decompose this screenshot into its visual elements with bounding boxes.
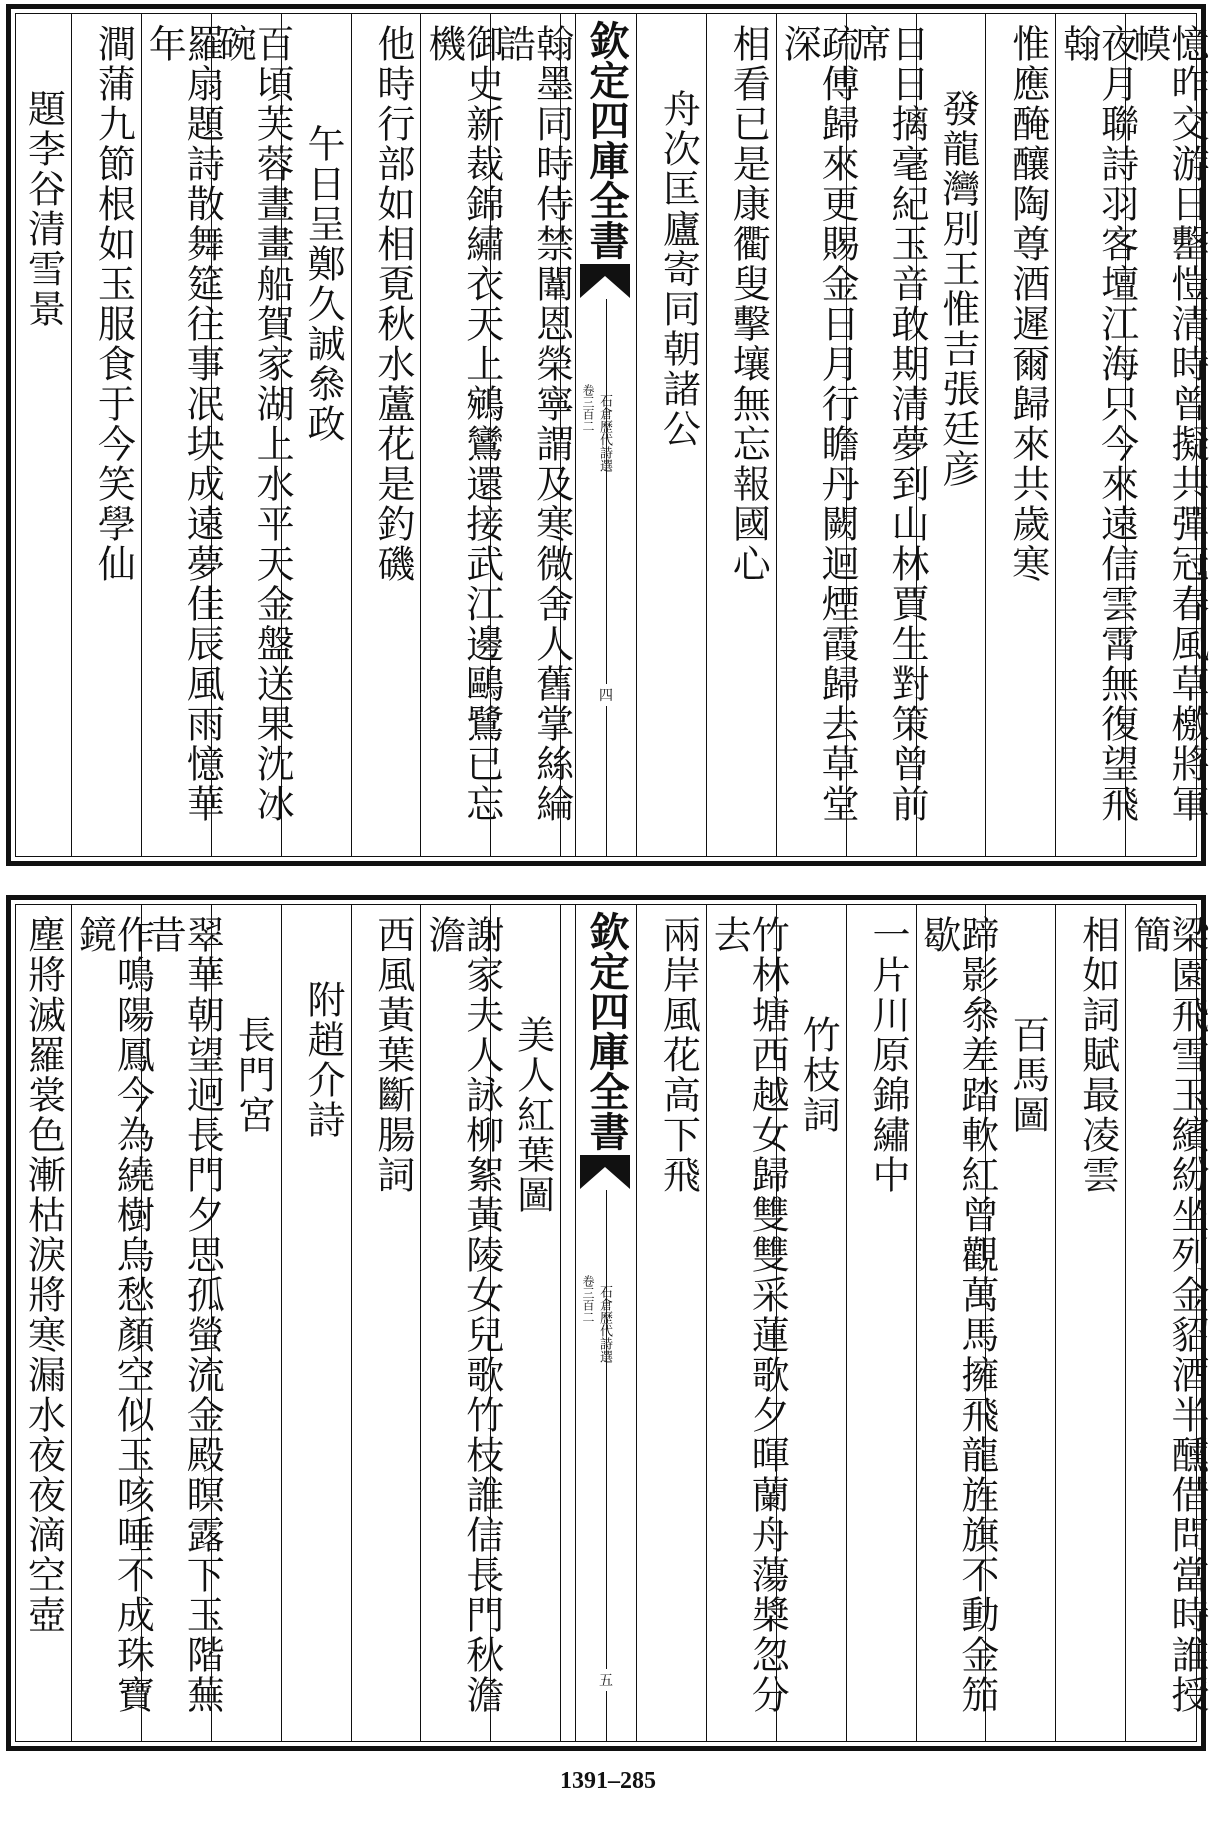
text-column — [365, 905, 421, 1741]
text-column — [777, 14, 860, 856]
column-text: 夜月聯詩羽客壇江海只今來遠信雲霄無復望飛翰 — [1056, 24, 1139, 824]
text-column — [226, 905, 282, 1741]
text-column — [1070, 905, 1126, 1741]
text-column — [1000, 905, 1056, 1741]
text-column — [1127, 14, 1209, 856]
column-text: 羅扇題詩散舞筵往事冺块成遠夢佳辰風雨憶華年 — [142, 24, 225, 824]
folio-number: 四 — [596, 684, 616, 706]
poem-title: 百馬圖 — [1005, 1015, 1050, 1135]
column-text: 他時行部如相覔秋水蘆花是釣磯 — [370, 24, 415, 584]
text-column — [847, 14, 929, 856]
text-column — [421, 905, 504, 1741]
poem-title: 發龍灣別王惟吉張廷彦 — [935, 89, 980, 489]
column-text: 翠華朝望迥長門夕思孤螢流金殿瞑露下玉階蕪昔 — [142, 915, 225, 1715]
poem-title: 午日呈鄭久誠叅政 — [301, 124, 345, 444]
column-text: 作鳴陽鳳今為繞樹烏愁顏空似玉咳唾不成珠寶鏡 — [72, 915, 155, 1715]
column-text: 憶昨交游日罊愷清時曾擬共彈冠春風草檄將軍幙 — [1127, 24, 1209, 824]
column-text: 蹄影叅差踏軟紅曾觀萬馬擁飛龍旌旗不動金笳歇 — [916, 915, 999, 1715]
fishtail-mark-icon — [580, 1155, 630, 1189]
text-column — [861, 905, 917, 1741]
center-fold — [575, 14, 637, 856]
text-column — [296, 14, 352, 856]
text-column — [72, 905, 155, 1741]
text-column — [212, 14, 295, 856]
column-text: 謝家夫人詠柳絮黃陵女兒歌竹枝誰信長門秋澹澹 — [421, 915, 504, 1715]
volume-label: 卷三百二 — [581, 1275, 595, 1323]
fishtail-mark-icon — [580, 264, 630, 298]
text-column — [16, 905, 72, 1741]
text-column — [1127, 905, 1209, 1741]
text-column — [721, 14, 777, 856]
book-title: 欽定四庫全書 — [583, 20, 630, 260]
text-columns — [15, 904, 1209, 1742]
poem-title: 竹枝詞 — [796, 1015, 841, 1135]
column-text: 西風黃葉斷腸詞 — [370, 915, 415, 1195]
text-column — [491, 14, 574, 856]
text-column — [916, 905, 999, 1741]
text-column — [296, 905, 352, 1741]
column-text: 翰墨同時侍禁闈恩榮寧謂及寒微舍人舊掌絲綸誥 — [491, 24, 574, 824]
column-text: 竹林塘西越女歸雙雙采蓮歌夕暉蘭舟蕩槳忽分去 — [707, 915, 790, 1715]
center-fold — [575, 905, 637, 1741]
text-column — [707, 905, 790, 1741]
text-column — [1056, 14, 1139, 856]
column-text: 一片川原錦繡中 — [866, 915, 910, 1195]
folio-number: 五 — [596, 1669, 616, 1691]
text-column — [365, 14, 421, 856]
text-column — [142, 14, 225, 856]
poem-title: 美人紅葉圖 — [510, 1015, 555, 1215]
column-text: 相看已是康衢叟擊壤無忘報國心 — [726, 24, 771, 584]
poem-title: 長門宮 — [231, 1015, 276, 1135]
text-column — [16, 14, 72, 856]
fold-line — [606, 1190, 607, 1741]
column-text: 塵將滅羅裳色漸枯淚將寒漏水夜夜滴空壺 — [21, 915, 66, 1635]
volume-label: 卷三百二 — [581, 384, 595, 432]
column-text: 御史新裁錦繡衣天上鵷鸞還接武江邊鷗鷺已忘機 — [421, 24, 504, 824]
column-text: 梁園飛雪玉繽紛坐列金貂酒半醺借問當時誰授簡 — [1127, 915, 1209, 1715]
poem-title: 題李谷清雪景 — [21, 89, 66, 329]
poem-title: 舟次匡廬寄同朝諸公 — [656, 89, 701, 449]
column-text: 疏傅歸來更賜金日月行瞻丹闕迴煙霞歸去草堂深 — [777, 24, 860, 824]
column-text: 相如詞賦最凌雲 — [1075, 915, 1120, 1195]
column-text: 日日摛毫紀玉音敢期清夢到山林賈生對策曾前席 — [847, 24, 929, 824]
text-column — [421, 14, 504, 856]
text-column — [505, 905, 561, 1741]
text-columns — [15, 13, 1209, 857]
page-panel-bottom — [6, 895, 1209, 1751]
column-text: 兩岸風花高下飛 — [656, 915, 701, 1195]
text-column — [791, 905, 847, 1741]
page-panel-top — [6, 4, 1209, 866]
text-column — [142, 905, 225, 1741]
column-text: 百頃芙蓉晝畫船賀家湖上水平天金盤送果沈冰碗 — [212, 24, 295, 824]
source-title: 石倉歷代詩選 — [597, 1285, 612, 1363]
text-column — [1000, 14, 1056, 856]
text-column — [651, 14, 707, 856]
section-title: 附趙介詩 — [301, 980, 345, 1140]
text-column — [651, 905, 707, 1741]
text-column — [86, 14, 142, 856]
source-title: 石倉歷代詩選 — [597, 394, 612, 472]
fold-line — [606, 299, 607, 856]
page-number: 1391–285 — [560, 1768, 656, 1794]
column-text: 澗蒲九節根如玉服食于今笑學仙 — [91, 24, 136, 584]
column-text: 惟應醃釀陶尊酒遲爾歸來共歲寒 — [1005, 24, 1050, 584]
text-column — [930, 14, 986, 856]
book-title: 欽定四庫全書 — [583, 911, 630, 1151]
